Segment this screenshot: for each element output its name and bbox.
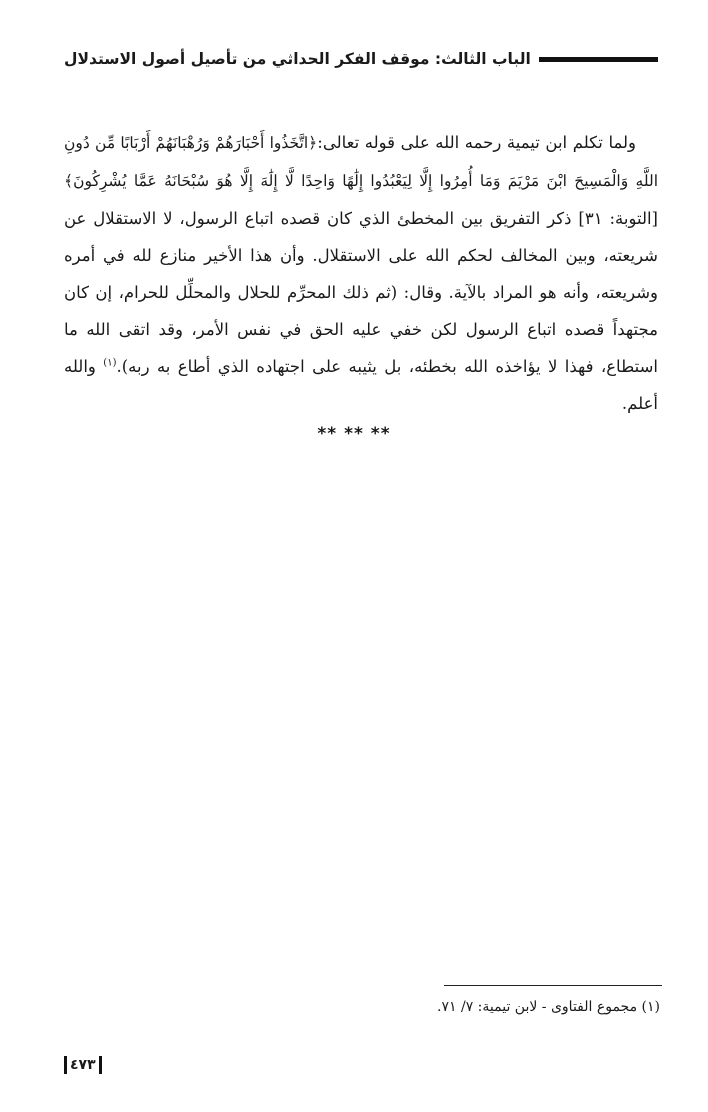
footnote-rule bbox=[444, 985, 662, 986]
quran-verse: ﴿اتَّخَذُوا أَحْبَارَهُمْ وَرُهْبَانَهُمْ أَرْبَابًا مِّن دُونِ اللَّهِ وَالْمَسِيحَ ابْنَ مَرْيَمَ وَمَا أُمِرُوا إِلَّا لِيَعْبُدُوا إِلَٰهًا وَاحِدًا لَّا إِلَٰهَ إِلَّا هُوَ سُبْحَانَهُ عَمَّا يُشْرِكُونَ﴾ bbox=[64, 134, 658, 190]
main-text bbox=[64, 124, 658, 422]
footnote-marker: (١) bbox=[103, 357, 117, 369]
page-number-bar-right bbox=[99, 1056, 102, 1074]
paragraph bbox=[64, 124, 658, 422]
page-number bbox=[64, 1055, 102, 1075]
intro-text: ولما تكلم ابن تيمية رحمه الله على قوله تعالى: bbox=[317, 133, 637, 152]
section-separator: ** ** ** bbox=[317, 424, 391, 444]
page-number-text: ٤٧٣ bbox=[70, 1057, 96, 1073]
closing-text: والله أعلم. bbox=[64, 357, 658, 413]
footnote: (١) مجموع الفتاوى - لابن تيمية: ٧/ ٧١. bbox=[437, 999, 660, 1015]
verse-reference: [التوبة: ٣١] bbox=[578, 209, 658, 228]
header-rule bbox=[539, 57, 658, 62]
chapter-title: الباب الثالث: موقف الفكر الحداثي من تأصيل أصول الاستدلال bbox=[64, 50, 531, 68]
running-header bbox=[64, 44, 658, 74]
paragraph-continuation: ذكر التفريق بين المخطئ الذي كان قصده اتباع الرسول، لا الاستقلال عن شريعته، وبين المخالف لحكم الله على الاستقلال. وأن هذا الأخير منازع لله في أمره وشريعته، وأنه هو المراد بالآية. وقال: (ثم ذلك المحرِّم للحلال والمحلِّل للحرام، إن كان مجتهداً قصده اتباع الرسول لكن خفي عليه الحق في نفس الأمر، وقد اتقى الله ما استطاع، فهذا لا يؤاخذه الله بخطئه، بل يثيبه على اجتهاده الذي أطاع به ربه). bbox=[64, 209, 658, 376]
